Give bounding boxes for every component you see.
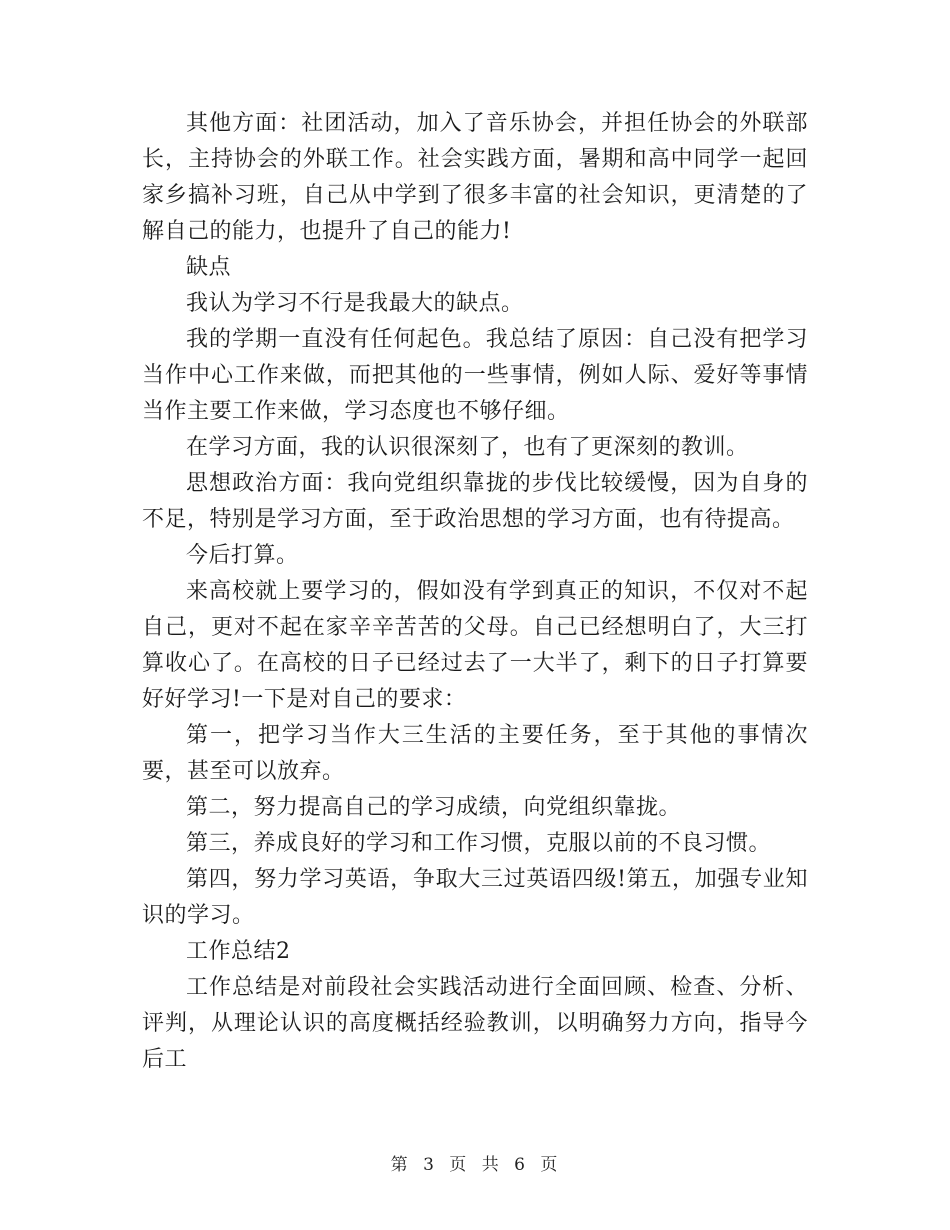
heading-future-plans: 今后打算。 [186, 543, 299, 568]
page-number-footer: 第 3 页 共 6 页 [390, 1155, 560, 1175]
paragraph-semester-reasons: 我的学期一直没有任何起色。我总结了原因：自己没有把学习当作中心工作来做，而把其他的一些事情，例如人际、爱好等事情当作主要工作来做，学习态度也不够仔细。 [142, 327, 808, 424]
list-item-first: 第一，把学习当作大三生活的主要任务，至于其他的事情次要，甚至可以放弃。 [142, 723, 808, 784]
list-item-fourth-fifth: 第四，努力学习英语，争取大三过英语四级!第五，加强专业知识的学习。 [142, 867, 808, 928]
document-body [142, 106, 808, 1078]
paragraph-future-plans: 来高校就上要学习的，假如没有学到真正的知识，不仅对不起自己，更对不起在家辛辛苦苦的父母。自己已经想明白了，大三打算收心了。在高校的日子已经过去了一大半了，剩下的日子打算要好好学习!一下是对自己的要求： [142, 579, 808, 712]
paragraph-other-aspects: 其他方面：社团活动，加入了音乐协会，并担任协会的外联部长，主持协会的外联工作。社会实践方面，暑期和高中同学一起回家乡搞补习班，自己从中学到了很多丰富的社会知识，更清楚的了解自己的能力，也提升了自己的能力! [142, 111, 808, 244]
paragraph-biggest-shortcoming: 我认为学习不行是我最大的缺点。 [186, 291, 524, 316]
list-item-third: 第三，养成良好的学习和工作习惯，克服以前的不良习惯。 [186, 831, 772, 856]
paragraph-study-lesson: 在学习方面，我的认识很深刻了，也有了更深刻的教训。 [186, 435, 749, 460]
paragraph-political-thought: 思想政治方面：我向党组织靠拢的步伐比较缓慢，因为自身的不足，特别是学习方面，至于政治思想的学习方面，也有待提高。 [142, 471, 808, 532]
heading-shortcomings: 缺点 [186, 255, 232, 280]
list-item-second: 第二，努力提高自己的学习成绩，向党组织靠拢。 [186, 795, 682, 820]
heading-work-summary-2: 工作总结2 [186, 939, 291, 964]
paragraph-work-summary-definition: 工作总结是对前段社会实践活动进行全面回顾、检查、分析、评判，从理论认识的高度概括经验教训，以明确努力方向，指导今后工 [142, 975, 808, 1072]
